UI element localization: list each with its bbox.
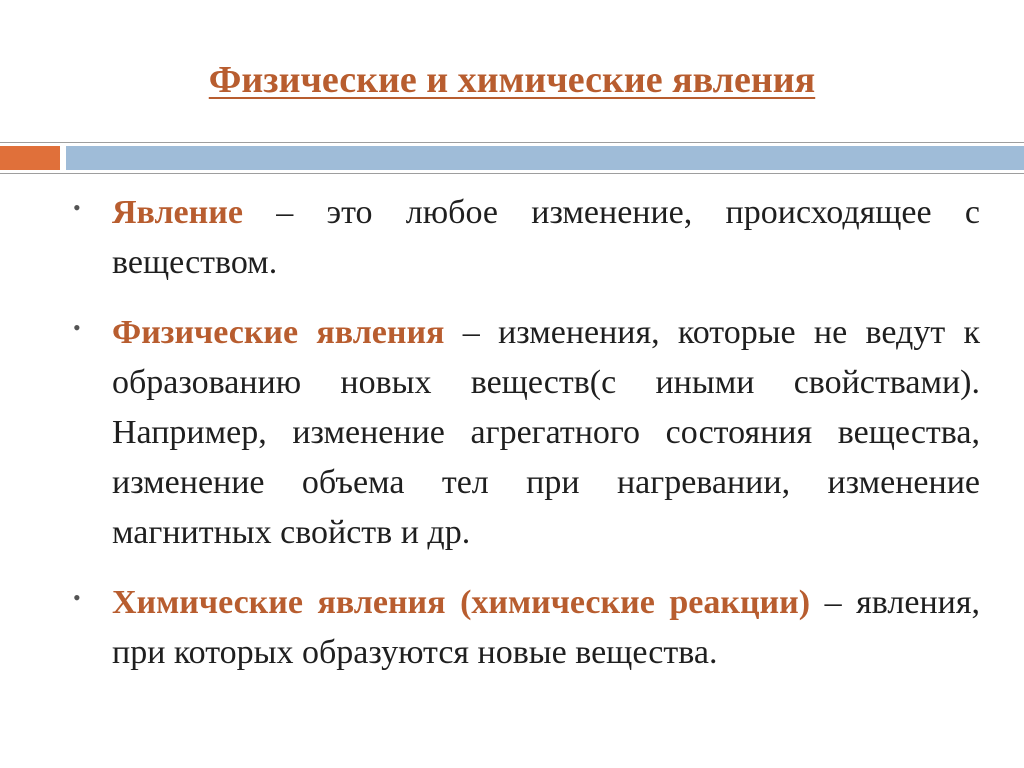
bullet-physical xyxy=(68,308,980,558)
accent-bar xyxy=(0,146,60,170)
bullet-chemical xyxy=(68,578,980,678)
bullet-dot-icon: • xyxy=(73,315,81,340)
definition-physical: – изменения, которые не ведут к образованию новых веществ(с иными свойствами). Например, изменение агрегатного состояния вещества, изменение объема тел при нагревании, изменение магнитных свойств и др. xyxy=(112,314,981,551)
term-chemical: Химические явления (химические реакции) xyxy=(112,584,811,621)
term-physical: Физические явления xyxy=(112,314,445,351)
header-bar xyxy=(66,146,1024,170)
header-rule-top xyxy=(0,142,1024,143)
bullet-dot-icon: • xyxy=(73,585,81,610)
definition-chemical: – явления, при которых образуются новые вещества. xyxy=(112,584,980,671)
header-rule-bottom xyxy=(0,173,1024,174)
bullet-list xyxy=(68,188,980,698)
term-phenomenon: Явление xyxy=(112,194,243,231)
bullet-dot-icon: • xyxy=(73,195,81,220)
definition-phenomenon: – это любое изменение, происходящее с веществом. xyxy=(112,194,980,281)
slide-title: Физические и химические явления xyxy=(208,59,816,101)
bullet-phenomenon xyxy=(68,188,980,288)
